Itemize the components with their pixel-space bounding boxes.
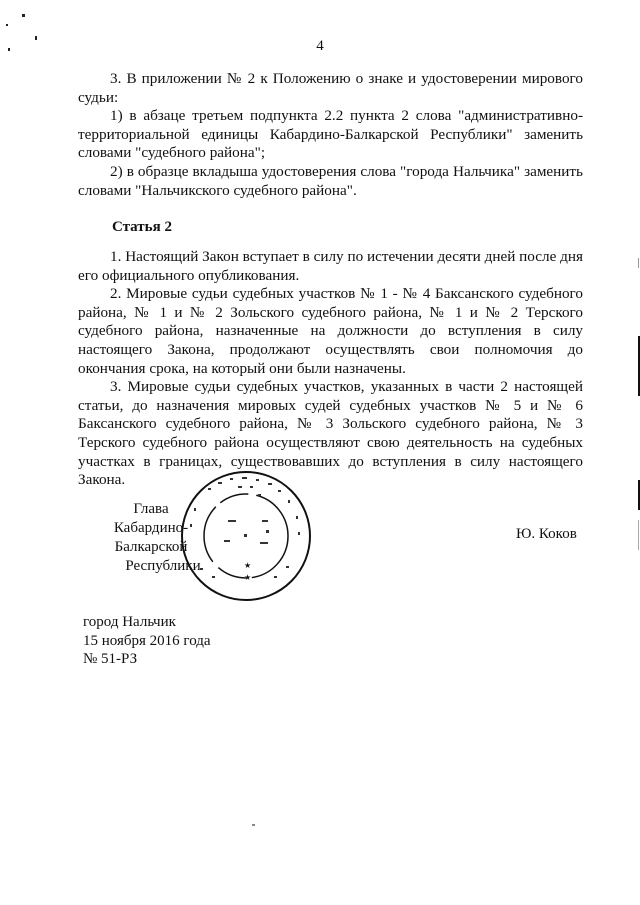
footer-city: город Нальчик [83,614,176,630]
footer-date: 15 ноября 2016 года [83,632,211,649]
section-3-intro: 3. В приложении № 2 к Положению о знаке и удостоверении мирового судьи: [78,70,583,106]
footer-law-number: № 51-РЗ [83,651,138,668]
svg-text:★: ★ [244,561,252,570]
signatory-title [78,500,224,576]
article-2-heading: Статья 2 [112,219,172,235]
section-3-block [78,70,583,200]
article-2-body [78,248,583,490]
signatory-title-line-1: Глава [133,501,169,517]
scan-speck [252,824,255,826]
scan-edge-mark [638,258,639,268]
scan-edge-mark [638,520,639,550]
article-2-para-2: 2. Мировые судьи судебных участков № 1 - № 4 Баксанского судебного района, № 1 и № 2 Зольского судебного района, № 1 и № 2 Терского судебного района, назначенные на должности до вступления в силу настоящего Закона, продолжают осуществлять свои полномочия до окончания срока, на который они были назначены. [78,285,583,377]
page-number: 4 [316,38,324,54]
signatory-name: Ю. Коков [516,526,577,542]
scan-speck [22,14,25,17]
signatory-title-line-2: Кабардино-Балкарской [113,520,189,555]
svg-text:★: ★ [244,573,252,582]
scan-speck [6,24,8,26]
section-3-item-1: 1) в абзаце третьем подпункта 2.2 пункта 2 слова "административно-территориальной единицы Кабардино-Балкарской Республики" заменить словами "судебного района"; [78,107,583,162]
article-2-para-3: 3. Мировые судьи судебных участков, указанных в части 2 настоящей статьи, до назначения мировых судей судебных участков № 5 и № 6 Баксанского судебного района, № 3 Зольского судебного района, № 3 Терского судебного района осуществляют свою деятельность на судебных участках в границах, существовавших до вступления в силу настоящего Закона. [78,378,583,489]
document-footer [83,613,211,669]
article-2-para-1: 1. Настоящий Закон вступает в силу по истечении десяти дней после дня его официального опубликования. [78,248,583,284]
signatory-title-line-3: Республики [125,558,201,574]
section-3-item-2: 2) в образце вкладыша удостоверения слова "города Нальчика" заменить словами "Нальчикского судебного района". [78,162,583,199]
